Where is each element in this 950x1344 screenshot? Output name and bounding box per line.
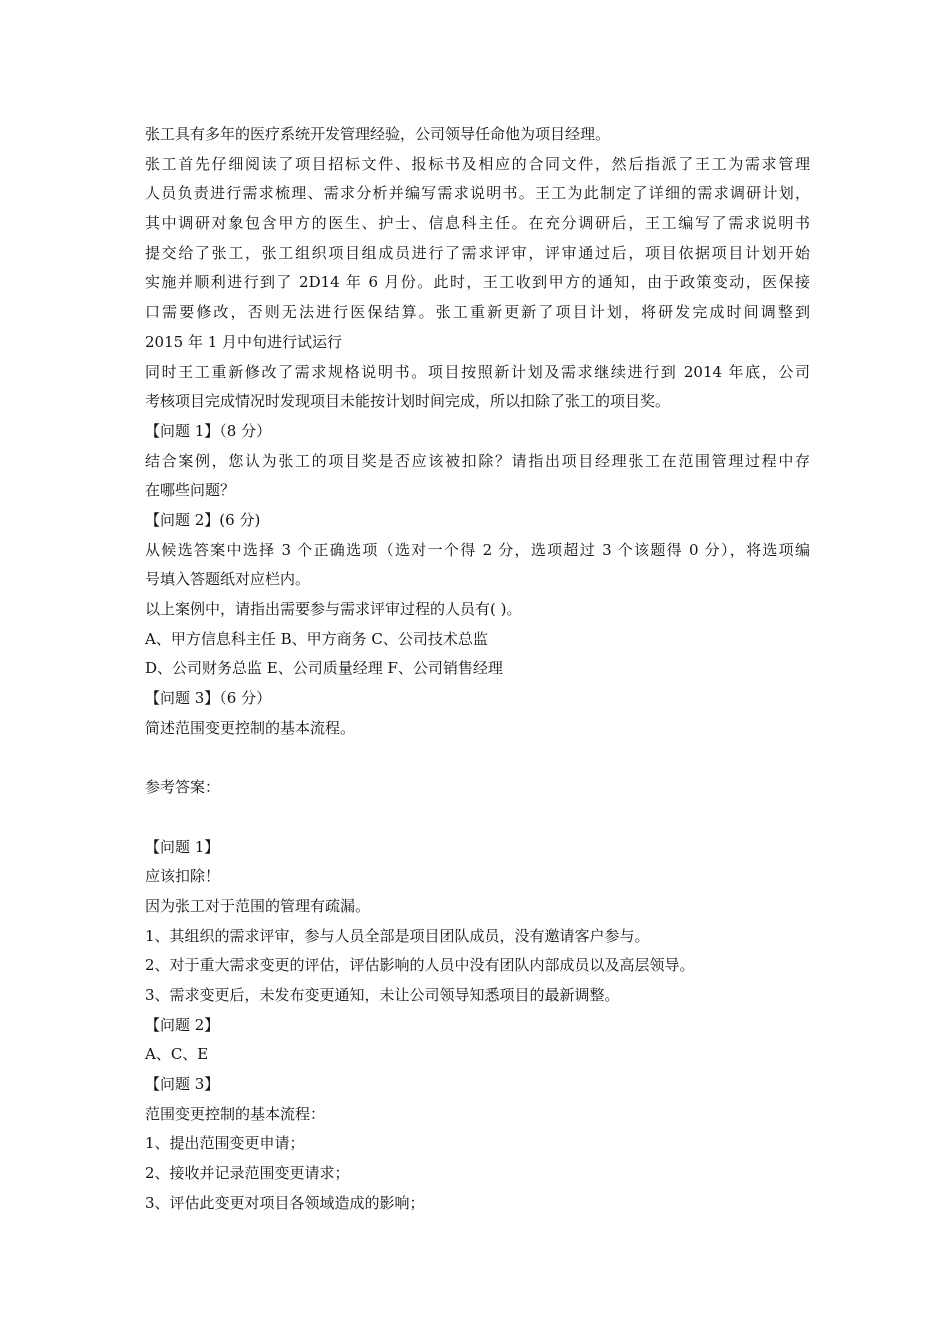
document-body (145, 120, 810, 1218)
spacer (145, 803, 810, 833)
answer-1-line: 应该扣除！ (145, 867, 221, 886)
answer-1-header: 【问题 1】 (145, 837, 220, 856)
question-2-header: 【问题 2】(6 分) (145, 510, 261, 529)
answer-1-line: 因为张工对于范围的管理有疏漏。 (145, 896, 371, 915)
question-1 (145, 417, 810, 506)
answer-2-header: 【问题 2】 (145, 1015, 220, 1034)
question-2-option-line: D、公司财务总监 E、公司质量经理 F、公司销售经理 (145, 659, 503, 678)
question-2-option-line: A、甲方信息科主任 B、甲方商务 C、公司技术总监 (145, 629, 488, 648)
answer-3 (145, 1070, 810, 1218)
question-1-line: 结合案例，您认为张工的项目奖是否应该被扣除？请指出项目经理张工在范围管理过程中存 (145, 451, 810, 470)
answer-1-line: 1、其组织的需求评审，参与人员全部是项目团队成员，没有邀请客户参与。 (145, 926, 650, 945)
answer-2 (145, 1011, 810, 1070)
question-1-line: 在哪些问题？ (145, 481, 236, 500)
answer-3-line: 3、评估此变更对项目各领域造成的影响； (145, 1193, 425, 1212)
answer-1-line: 3、需求变更后，未发布变更通知，未让公司领导知悉项目的最新调整。 (145, 985, 620, 1004)
question-1-header: 【问题 1】（8 分） (145, 421, 272, 440)
case-line: 张工首先仔细阅读了项目招标文件、报标书及相应的合同文件，然后指派了王工为需求管理 (145, 154, 810, 173)
answer-1-line: 2、对于重大需求变更的评估，评估影响的人员中没有团队内部成员以及高层领导。 (145, 956, 695, 975)
case-line: 考核项目完成情况时发现项目未能按计划时间完成，所以扣除了张工的项目奖。 (145, 392, 671, 411)
answer-2-line: A、C、E (145, 1045, 209, 1064)
answer-3-line: 范围变更控制的基本流程： (145, 1104, 326, 1123)
answer-3-line: 2、接收并记录范围变更请求； (145, 1164, 350, 1183)
case-line: 实施并顺利进行到了 2D14 年 6 月份。此时，王工收到甲方的通知，由于政策变动，医保接 (145, 273, 810, 292)
case-line: 人员负责进行需求梳理、需求分析并编写需求说明书。王工为此制定了详细的需求调研计划， (145, 184, 810, 203)
case-line: 其中调研对象包含甲方的医生、护士、信息科主任。在充分调研后，王工编写了需求说明书 (145, 214, 810, 233)
case-line: 同时王工重新修改了需求规格说明书。项目按照新计划及需求继续进行到 2014 年底，公司 (145, 362, 810, 381)
case-description (145, 120, 810, 417)
case-line: 口需要修改，否则无法进行医保结算。张工重新更新了项目计划，将研发完成时间调整到 (145, 303, 810, 322)
answer-1 (145, 833, 810, 1011)
question-3-header: 【问题 3】（6 分） (145, 689, 272, 708)
question-2-line: 号填入答题纸对应栏内。 (145, 570, 311, 589)
answer-title: 参考答案： (145, 778, 221, 797)
question-2 (145, 506, 810, 684)
question-2-line: 从候选答案中选择 3 个正确选项（选对一个得 2 分，选项超过 3 个该题得 0 分），将选项编 (145, 540, 810, 559)
answer-3-header: 【问题 3】 (145, 1075, 220, 1093)
question-2-line: 以上案例中，请指出需要参与需求评审过程的人员有( )。 (145, 600, 522, 618)
case-line: 2015 年 1 月中旬进行试运行 (145, 332, 343, 351)
answer-3-line: 1、提出范围变更申请； (145, 1134, 305, 1153)
question-3 (145, 684, 810, 743)
case-line: 张工具有多年的医疗系统开发管理经验，公司领导任命他为项目经理。 (145, 125, 611, 143)
question-3-line: 简述范围变更控制的基本流程。 (145, 718, 356, 737)
case-line: 提交给了张工，张工组织项目组成员进行了需求评审，评审通过后，项目依据项目计划开始 (145, 243, 810, 262)
spacer (145, 743, 810, 773)
